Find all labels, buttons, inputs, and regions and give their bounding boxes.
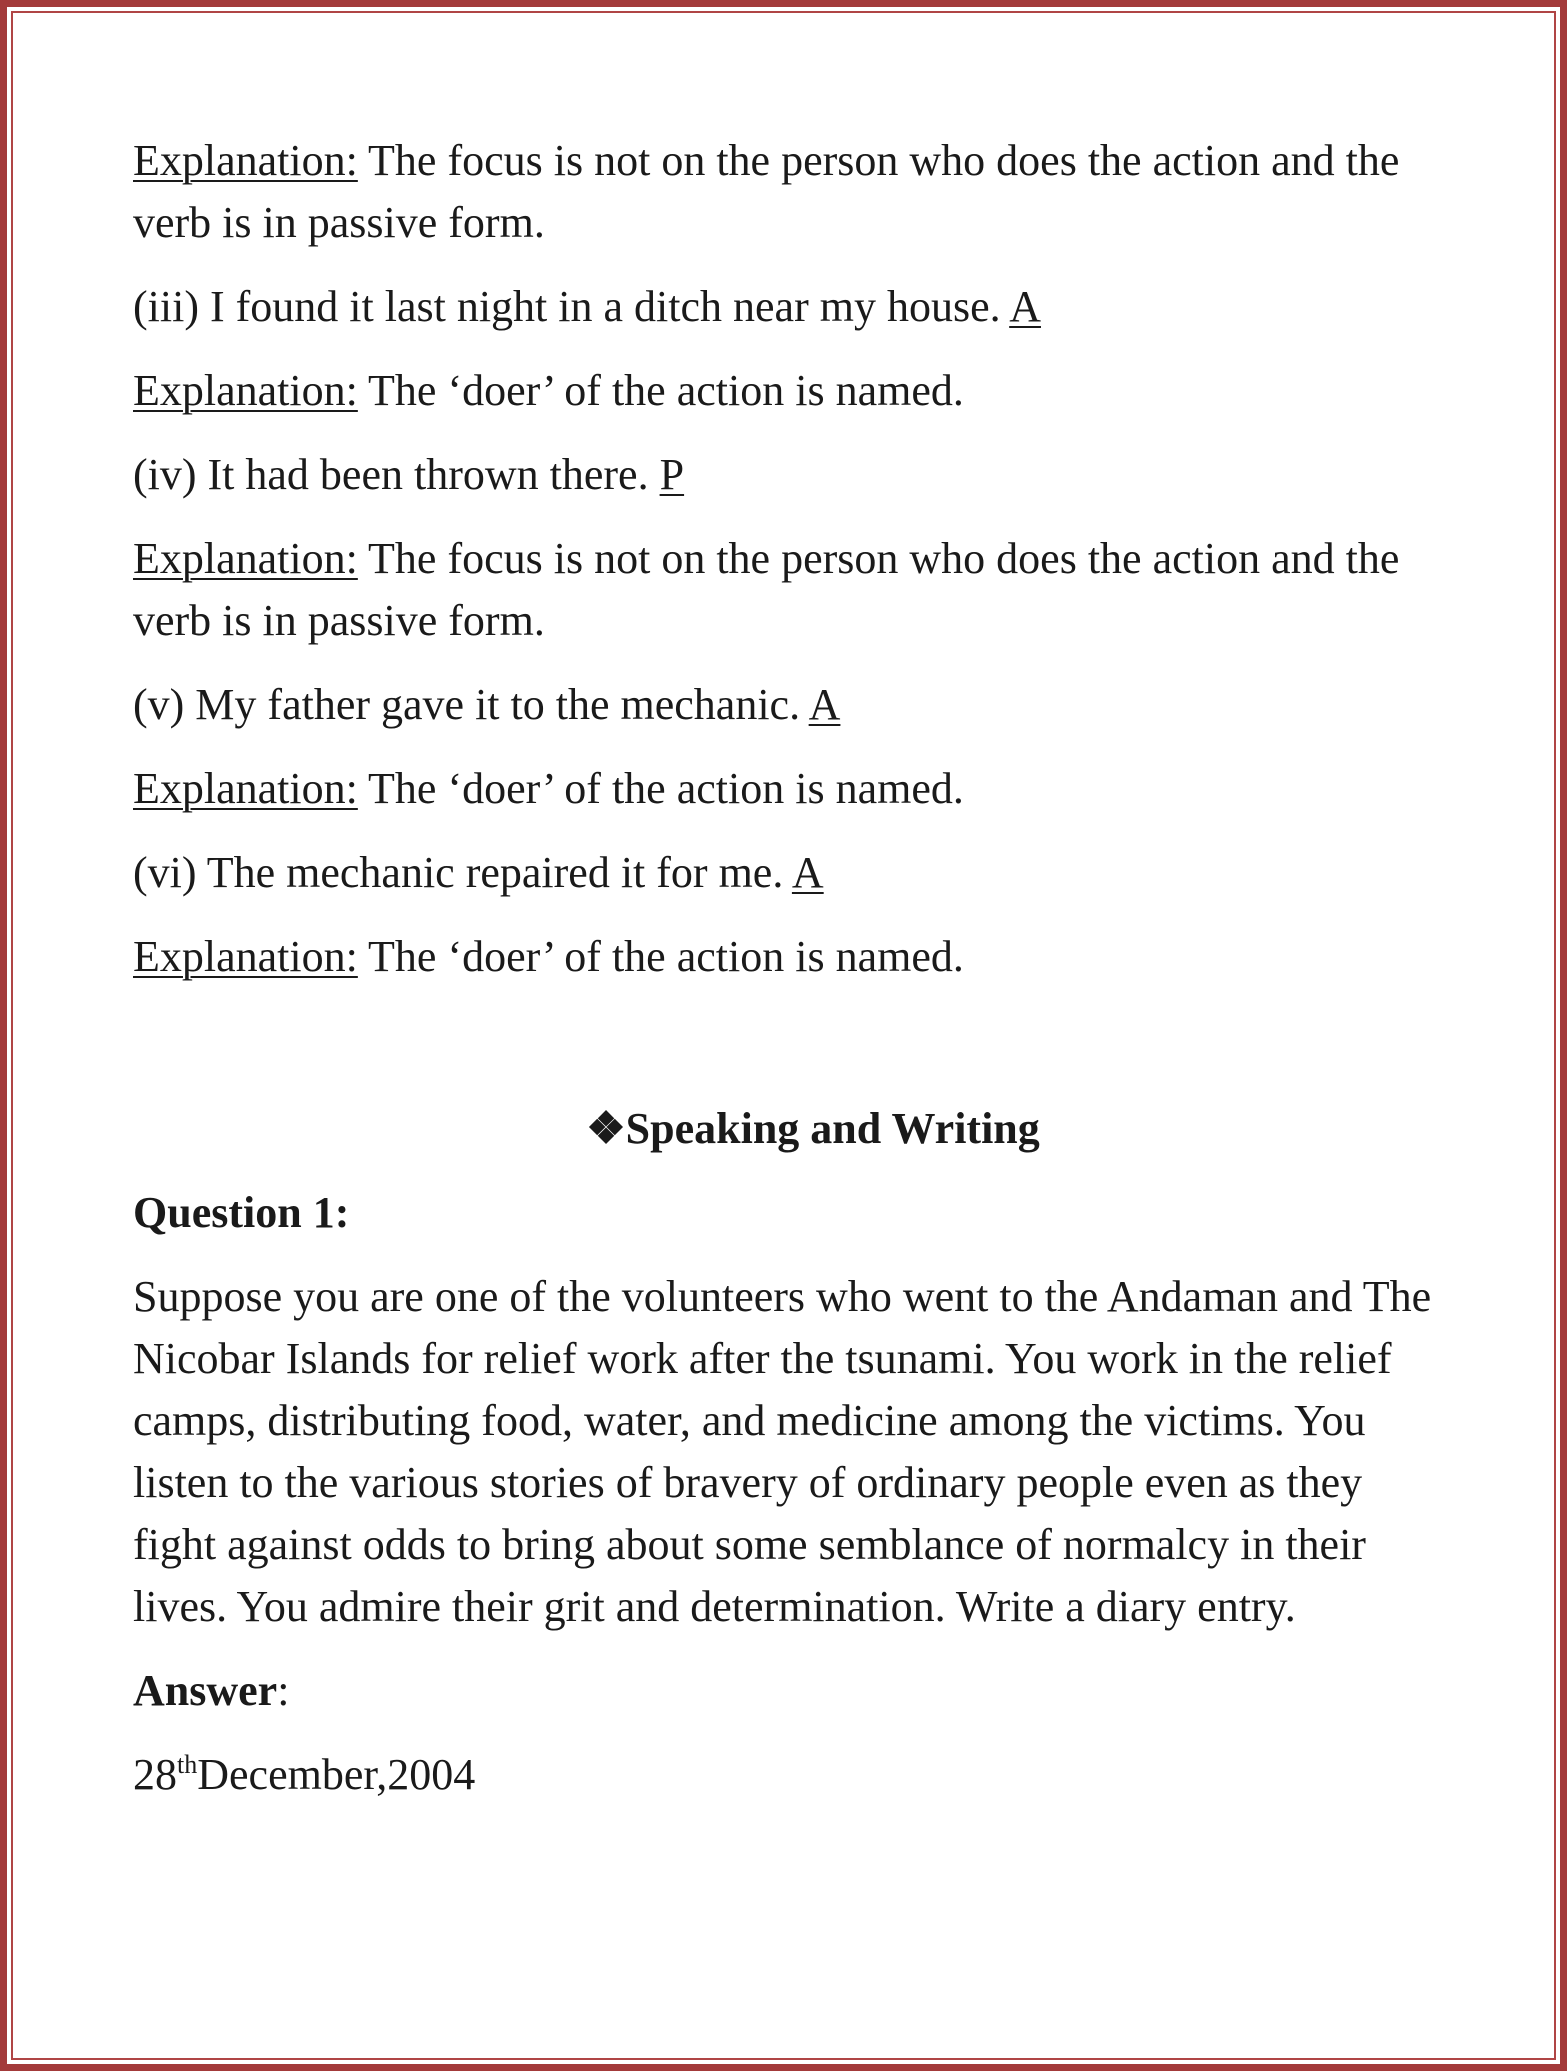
explanation-3 — [133, 528, 1453, 652]
section-heading — [133, 1098, 1453, 1160]
explanation-label: Explanation: — [133, 932, 358, 981]
explanation-5 — [133, 926, 1453, 988]
diary-date — [133, 1744, 1453, 1806]
sentence-answer: A — [808, 680, 841, 729]
sentence-v — [133, 674, 1453, 736]
explanation-1 — [133, 130, 1453, 254]
diamond-bullet-icon: ❖ — [586, 1104, 626, 1153]
sentence-text: (iii) I found it last night in a ditch near my house. — [133, 282, 1010, 331]
explanation-text: The focus is not on the person who does the action and the verb is in passive form. — [133, 136, 1400, 247]
sentence-answer: A — [1009, 282, 1041, 331]
sentence-iii — [133, 276, 1453, 338]
explanation-4 — [133, 758, 1453, 820]
sentence-text: (iv) It had been thrown there. — [133, 450, 660, 499]
answer-label: Answer — [133, 1666, 278, 1715]
section-title: Speaking and Writing — [625, 1104, 1040, 1153]
explanation-label: Explanation: — [133, 534, 358, 583]
date-suffix: th — [177, 1750, 198, 1779]
explanation-text: The focus is not on the person who does the action and the verb is in passive form. — [133, 534, 1400, 645]
explanation-text: The ‘doer’ of the action is named. — [357, 366, 964, 415]
sentence-iv — [133, 444, 1453, 506]
question-title: Question 1: — [133, 1188, 350, 1237]
sentence-text: (vi) The mechanic repaired it for me. — [133, 848, 792, 897]
sentence-vi — [133, 842, 1453, 904]
document-content — [133, 130, 1453, 1828]
date-rest: December,2004 — [197, 1750, 476, 1799]
sentence-answer: P — [659, 450, 685, 499]
sentence-answer: A — [791, 848, 824, 897]
question-body: Suppose you are one of the volunteers who went to the Andaman and The Nicobar Islands for relief work after the tsunami. You work in the relief camps, distributing food, water, and medicine among the victims. You listen to the various stories of bravery of ordinary people even as they fight against odds to bring about some semblance of normalcy in their lives. You admire their grit and determination. Write a diary entry. — [133, 1272, 1432, 1631]
explanation-text: The ‘doer’ of the action is named. — [357, 932, 964, 981]
date-day: 28 — [133, 1750, 177, 1799]
explanation-label: Explanation: — [133, 764, 358, 813]
explanation-label: Explanation: — [133, 136, 358, 185]
explanation-text: The ‘doer’ of the action is named. — [357, 764, 964, 813]
explanation-label: Explanation: — [133, 366, 358, 415]
sentence-text: (v) My father gave it to the mechanic. — [133, 680, 809, 729]
answer-colon: : — [277, 1666, 290, 1715]
explanation-2 — [133, 360, 1453, 422]
answer-heading — [133, 1660, 1453, 1722]
